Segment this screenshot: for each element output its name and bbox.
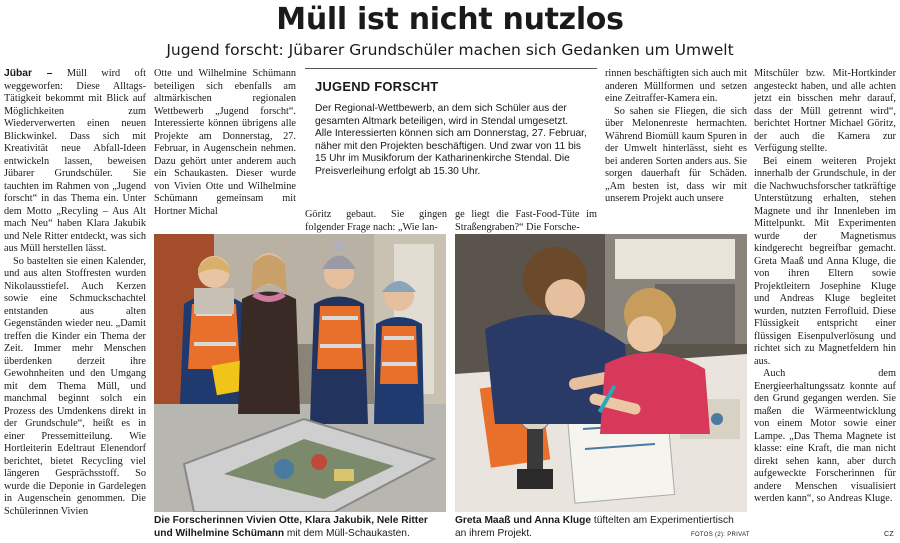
column-2 bbox=[154, 68, 296, 218]
caption-text: tüftelten am Experimentiertisch an ihrem Projekt. bbox=[455, 515, 734, 539]
column-6 bbox=[754, 68, 896, 506]
paragraph: rinnen beschäftigten sich auch mit anderen Müllformen und setzen eine Zeitraffer-Kamera ein. bbox=[605, 68, 747, 104]
column-5 bbox=[605, 68, 747, 206]
dateline: Jübar – bbox=[4, 68, 53, 79]
column-4-fragment bbox=[455, 209, 597, 234]
caption-text: mit dem Müll-Schaukasten. bbox=[284, 527, 410, 539]
headline: Müll ist nicht nutzlos bbox=[276, 2, 624, 37]
paragraph-text: Müll wird oft weggeworfen: Diese Alltags-Tätigkeit bekommt mit Blick auf Möglichkeiten zum Wiederverwerten einen neuen Blickwinkel. Dass sich mit Kreativität neue Abfall-Ideen entwickeln lassen, beweisen Jübarer Grundschüler. Sie tauchten im Rahmen von „Jugend forscht“ in das Thema ein. Unter dem Motto „Recyling – Aus Alt mach Neu“ haben Klara Jakubik und Nele Ritter entdeckt, was sich aus Müll herstellen lässt. bbox=[4, 68, 146, 254]
paragraph bbox=[754, 368, 896, 506]
info-box-title: JUGEND FORSCHT bbox=[315, 79, 439, 94]
photo-credit: FOTOS (2): PRIVAT bbox=[691, 532, 750, 538]
paragraph-text: Auch dem Energieerhaltungssatz konnte auf den Grund gegangen werden. Sie maßen die Wärmeentwicklung von einem Motor sowie einer Lampe. „Das Thema Magnete ist klasse: eine Kraft, die man nicht direkt sehen kann, aber durch aufgeweckte Forscherinnen für andere Menschen visualisiert werden kann“, so Andreas Kluge. bbox=[754, 368, 896, 504]
subheadline: Jugend forscht: Jübarer Grundschüler machen sich Gedanken um Umwelt bbox=[166, 41, 734, 59]
column-1 bbox=[4, 68, 146, 518]
paragraph: Mitschüler bzw. Mit-Hortkinder angesteckt haben, und alle achten jetzt ein bisschen mehr darauf, dass der Müll getrennt wird“, berichtet Hortner Michael Göritz, der auch die Kamera zur Verfügung stellte. bbox=[754, 68, 896, 154]
caption-bold: Die Forscherinnen Vivien Otte, Klara Jakubik, Nele Ritter und Wilhelmine Schümann bbox=[154, 515, 428, 539]
info-box bbox=[305, 68, 597, 193]
paragraph: Bei einem weiteren Projekt innerhalb der Grundschule, in der die Nachwuchsforscher tatkräftige Unterstützung erhalten, stehen Magnete und ihr Innenleben im Mittelpunkt. Mit Experimenten wurde der Magnetismus kindgerecht begreifbar gemacht. Greta Maaß und Anna Kluge, die von ihren Eltern sowie Projektleitern Josephine Kluge und Andreas Kluge begleitet wurden, nutzten Ferrofluid. Diese Flüssigkeit entspricht einer flüssigen Eisenpulverlösung und richtet sich zu Magnetfeldern hin aus. bbox=[754, 155, 896, 367]
paragraph: So sahen sie Fliegen, die sich über Melonenreste hermachten. Während Biomüll kaum Spuren in der Umwelt hinterlässt, sieht es bei anderen Sorten anders aus. Sie sorgen dauerhaft für Schäden. „Am besten ist, dass wir mit unserem Projekt auch unsere bbox=[605, 105, 747, 204]
photo-girls-showcase-image bbox=[154, 234, 446, 512]
photo-experiment-table bbox=[455, 234, 747, 512]
photo-caption-2 bbox=[455, 515, 747, 540]
paragraph: Otte und Wilhelmine Schümann beteiligen sich ebenfalls am altmärkischen regionalen Wettbewerb „Jugend forscht“. Interessierte können übrigens alle Projekte am Donnerstag, 27. Februar, in Augenschein nehmen. Dazu gehört unter anderem auch ein Schaukasten. Dieser wurde von Vivien Otte und Wilhelmine Schümann gemeinsam mit Hortner Michal bbox=[154, 68, 296, 217]
author-initials: CZ bbox=[884, 531, 894, 538]
paragraph: ge liegt die Fast-Food-Tüte im Straßengraben?“ Die Forsche- bbox=[455, 209, 597, 233]
caption-bold: Greta Maaß und Anna Kluge bbox=[455, 515, 592, 526]
paragraph: So bastelten sie einen Kalender, und aus alten Stoffresten wurden Nikolausstiefel. Auch Kerzen sowie eine Schmuckschachtel entstanden aus alten Gegenständen wieder neu. „Damit treffen die Kinder ein Thema der Zeit. Immer mehr Menschen überdenken derzeit ihre Gewohnheiten und den Umgang mit dem Thema Müll, und manchmal beginnt solch ein Prozess des Umdenkens direkt in der Grundschule“, heißt es in einer Pressemitteilung. Wie Hortleiterin Edeltraut Elenendorf berichtet, bietet Recycling viel längeren Gesprächsstoff. So wurde die Deponie in Gardelegen in Augenschein genommen. Die Schülerinnen Vivien bbox=[4, 255, 146, 517]
info-box-text: Der Regional-Wettbewerb, an dem sich Schüler aus der gesamten Altmark beteiligen, wird in Stendal umgesetzt. Alle Interessierten können sich am Donnerstag, 27. Februar, näher mit den Projekten beschäftigen. Und zwar von 11 bis 15 Uhr im Musikforum der Katharinenkirche Stendal. Die Preisverleihung erfolgt ab 15.30 Uhr. bbox=[315, 103, 587, 177]
photo-girls-showcase bbox=[154, 234, 446, 512]
photo-caption-1 bbox=[154, 515, 446, 540]
photo-experiment-table-image bbox=[455, 234, 747, 512]
column-3-fragment bbox=[305, 209, 447, 234]
paragraph: Göritz gebaut. Sie gingen folgender Frage nach: „Wie lan- bbox=[305, 209, 447, 233]
paragraph bbox=[4, 68, 146, 256]
